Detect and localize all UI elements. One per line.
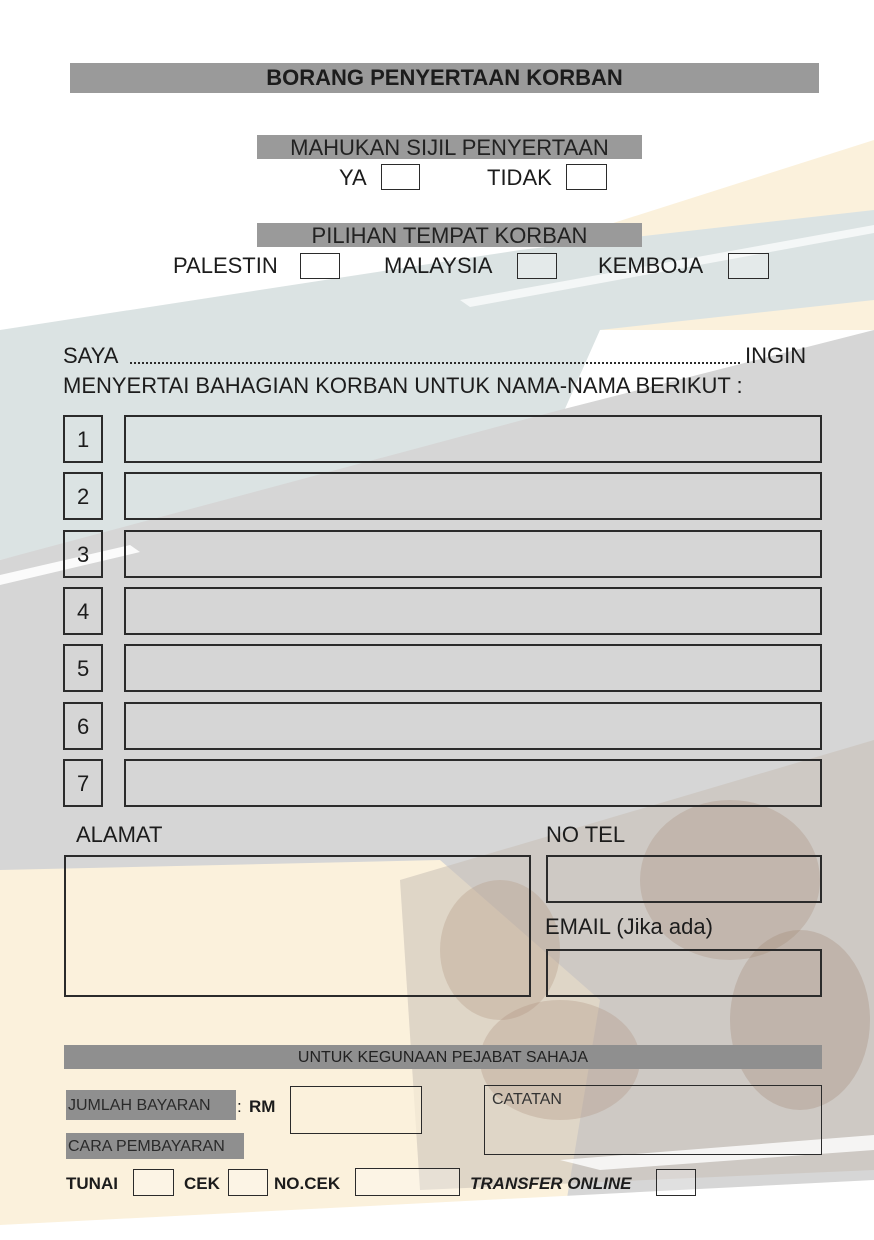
declaration-name-line[interactable] (130, 362, 740, 364)
declaration-line2: MENYERTAI BAHAGIAN KORBAN UNTUK NAMA-NAMA BERIKUT : (63, 373, 743, 398)
certificate-no-label: TIDAK (487, 165, 552, 190)
method-cheque-no-label: NO.CEK (274, 1174, 341, 1193)
participant-number-4: 4 (63, 587, 103, 635)
method-online-label: TRANSFER ONLINE (470, 1174, 632, 1193)
participant-number-1: 1 (63, 415, 103, 463)
amount-label: JUMLAH BAYARAN (68, 1097, 211, 1114)
notes-label: CATATAN (492, 1091, 562, 1108)
currency-label: RM (249, 1097, 276, 1116)
location-option-palestin-label: PALESTIN (173, 253, 278, 278)
location-kemboja-checkbox[interactable] (728, 253, 769, 279)
participant-name-field-2[interactable] (124, 472, 822, 520)
phone-field[interactable] (546, 855, 822, 903)
cheque-number-field[interactable] (355, 1168, 460, 1196)
participant-number-6: 6 (63, 702, 103, 750)
certificate-no-checkbox[interactable] (566, 164, 607, 190)
participant-number-5: 5 (63, 644, 103, 692)
declaration-suffix: INGIN (745, 343, 807, 368)
method-cheque-label: CEK (184, 1174, 220, 1193)
amount-label-bar (66, 1090, 236, 1120)
certificate-heading: MAHUKAN SIJIL PENYERTAAN (290, 135, 609, 160)
method-cash-label: TUNAI (66, 1174, 118, 1193)
location-malaysia-checkbox[interactable] (517, 253, 557, 279)
method-cheque-checkbox[interactable] (228, 1169, 268, 1196)
payment-method-label-bar (66, 1133, 244, 1159)
address-label: ALAMAT (76, 822, 163, 847)
participant-name-field-1[interactable] (124, 415, 822, 463)
method-online-checkbox[interactable] (656, 1169, 696, 1196)
location-heading-bar (257, 223, 642, 247)
certificate-yes-label: YA (339, 165, 367, 190)
participant-name-field-5[interactable] (124, 644, 822, 692)
participant-number-3: 3 (63, 530, 103, 578)
location-option-malaysia-label: MALAYSIA (384, 253, 493, 278)
location-palestin-checkbox[interactable] (300, 253, 340, 279)
form-title: BORANG PENYERTAAN KORBAN (266, 65, 623, 90)
location-option-kemboja-label: KEMBOJA (598, 253, 704, 278)
participant-name-field-7[interactable] (124, 759, 822, 807)
email-label: EMAIL (Jika ada) (545, 914, 713, 939)
amount-separator: : (237, 1097, 242, 1116)
participant-number-2: 2 (63, 472, 103, 520)
phone-label: NO TEL (546, 822, 626, 847)
certificate-yes-checkbox[interactable] (381, 164, 420, 190)
amount-field[interactable] (290, 1086, 422, 1134)
participant-number-7: 7 (63, 759, 103, 807)
address-field[interactable] (64, 855, 531, 997)
participant-name-field-4[interactable] (124, 587, 822, 635)
office-use-heading: UNTUK KEGUNAAN PEJABAT SAHAJA (297, 1049, 589, 1066)
participant-name-field-3[interactable] (124, 530, 822, 578)
method-cash-checkbox[interactable] (133, 1169, 174, 1196)
certificate-heading-bar (257, 135, 642, 159)
declaration-prefix: SAYA (63, 343, 119, 368)
form-title-bar (70, 63, 819, 93)
location-heading: PILIHAN TEMPAT KORBAN (311, 223, 588, 248)
email-field[interactable] (546, 949, 822, 997)
participant-name-field-6[interactable] (124, 702, 822, 750)
payment-method-label: CARA PEMBAYARAN (68, 1138, 225, 1155)
office-use-heading-bar (64, 1045, 822, 1069)
